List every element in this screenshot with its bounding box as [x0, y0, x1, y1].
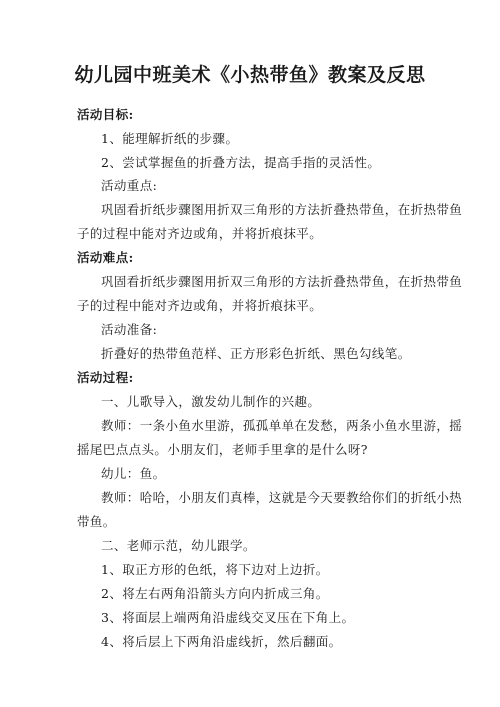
section-heading-preparation: 活动准备:: [101, 322, 158, 337]
paragraph-line: 巩固看折纸步骤图用折双三角形的方法折叠热带鱼，在折热带鱼: [101, 202, 463, 217]
paragraph-line: 一、儿歌导入，激发幼儿制作的兴趣。: [101, 394, 321, 409]
list-item: 4、将后层上下两角沿虚线折，然后翻面。: [101, 634, 342, 649]
page-title: 幼儿园中班美术《小热带鱼》教案及反思: [74, 64, 426, 86]
section-heading-goals: 活动目标:: [77, 107, 134, 122]
section-heading-key-points: 活动重点:: [101, 178, 158, 193]
paragraph-line: 折叠好的热带鱼范样、正方形彩色折纸、黑色勾线笔。: [101, 346, 411, 361]
list-item: 1、取正方形的色纸，将下边对上边折。: [101, 562, 329, 577]
paragraph-line: 教师：哈哈，小朋友们真棒，这就是今天要教给你们的折纸小热: [101, 490, 463, 505]
paragraph-line: 教师：一条小鱼水里游，孤孤单单在发愁，两条小鱼水里游，摇: [101, 418, 463, 433]
paragraph-line: 子的过程中能对齐边或角，并将折痕抹平。: [77, 226, 323, 241]
paragraph-line: 巩固看折纸步骤图用折双三角形的方法折叠热带鱼，在折热带鱼: [101, 274, 463, 289]
section-heading-difficulties: 活动难点:: [77, 250, 134, 265]
paragraph-line: 2、尝试掌握鱼的折叠方法，提高手指的灵活性。: [101, 155, 381, 170]
paragraph-line: 二、老师示范，幼儿跟学。: [101, 538, 256, 553]
paragraph-line: 子的过程中能对齐边或角，并将折痕抹平。: [77, 298, 323, 313]
paragraph-line: 1、能理解折纸的步骤。: [101, 131, 239, 146]
list-item: 3、将面层上端两角沿虚线交叉压在下角上。: [101, 610, 355, 625]
section-heading-process: 活动过程:: [77, 370, 134, 385]
paragraph-line: 摇尾巴点点头。小朋友们，老师手里拿的是什么呀?: [77, 442, 368, 457]
paragraph-line: 幼儿：鱼。: [101, 466, 166, 481]
paragraph-line: 带鱼。: [77, 514, 116, 529]
list-item: 2、将左右两角沿箭头方向内折成三角。: [101, 586, 329, 601]
